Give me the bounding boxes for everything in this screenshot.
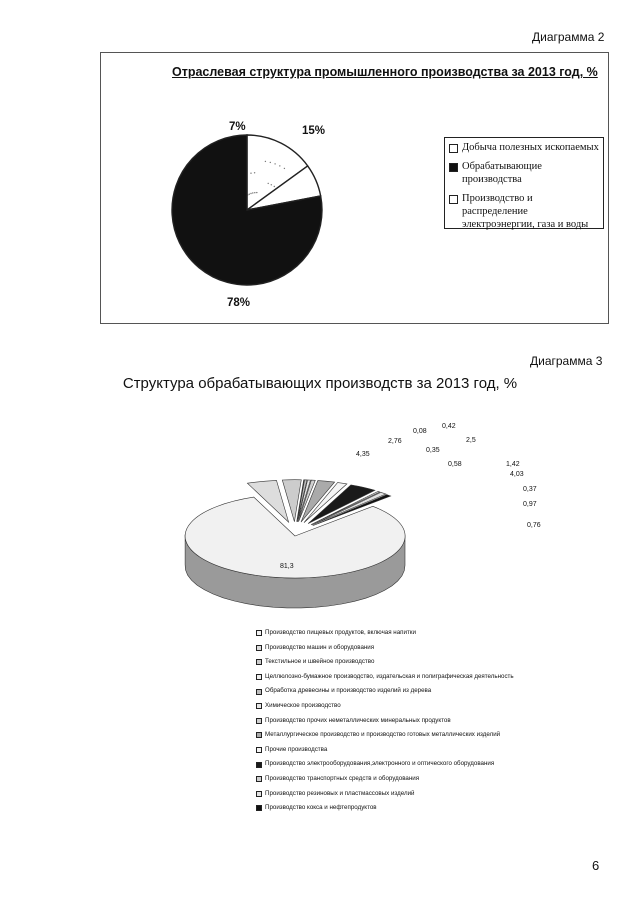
- legend-item: [256, 655, 514, 670]
- chart2-pie: [180, 420, 560, 620]
- legend-label: Добыча полезных ископаемых: [462, 142, 599, 153]
- legend-swatch: [256, 703, 262, 709]
- pie-label: 2,5: [466, 437, 476, 444]
- legend-swatch: [449, 163, 458, 172]
- legend-item: [256, 743, 514, 758]
- legend-label: Производство кокса и нефтепродуктов: [265, 804, 377, 812]
- scan-speck: [284, 168, 285, 169]
- pie-label: 0,35: [426, 447, 440, 454]
- legend-item: [256, 670, 514, 685]
- legend-item: [256, 641, 514, 656]
- chart1-title: Отраслевая структура промышленного производства за 2013 год, %: [172, 65, 598, 79]
- scan-speck: [250, 193, 251, 194]
- pie-label: 1,42: [506, 461, 520, 468]
- legend-swatch: [256, 689, 262, 695]
- pie-label: 0,42: [442, 423, 456, 430]
- pie-label: 4,35: [356, 451, 370, 458]
- legend-label: Металлургическое производство и производство готовых металлических изделий: [265, 731, 501, 739]
- pie-label: 15%: [302, 125, 326, 137]
- scan-speck: [254, 172, 255, 173]
- legend-label: Обрабатывающие производства: [462, 161, 542, 185]
- scan-speck: [252, 192, 253, 193]
- legend-swatch: [449, 195, 458, 204]
- pie-label: 7%: [229, 121, 246, 133]
- scan-speck: [249, 194, 250, 195]
- legend-item: [449, 160, 599, 186]
- legend-swatch: [256, 645, 262, 651]
- legend-label: Химическое производство: [265, 701, 341, 709]
- legend-swatch: [256, 805, 262, 811]
- legend-item: [256, 728, 514, 743]
- scan-speck: [270, 162, 271, 163]
- legend-label: Прочие производства: [265, 745, 328, 753]
- pie-label: 78%: [227, 297, 251, 309]
- legend-item: [256, 801, 514, 816]
- pie-label: 0,08: [413, 428, 427, 435]
- pie-label: 2,76: [388, 438, 402, 445]
- legend-item: [256, 772, 514, 787]
- scan-speck: [279, 165, 280, 166]
- chart2-legend: [256, 626, 514, 816]
- legend-label: Производство транспортных средств и оборудования: [265, 774, 420, 782]
- legend-item: [449, 192, 599, 231]
- scan-speck: [256, 192, 257, 193]
- legend-swatch: [256, 791, 262, 797]
- legend-label: Производство прочих неметаллических минеральных продуктов: [265, 716, 451, 724]
- pie-label: 0,76: [527, 522, 541, 529]
- scan-speck: [265, 161, 266, 162]
- legend-swatch: [449, 144, 458, 153]
- chart1-pie: [160, 110, 340, 310]
- pie-label: 0,97: [523, 501, 537, 508]
- pie-label: 0,58: [448, 461, 462, 468]
- chart1-caption: Диаграмма 2: [532, 30, 605, 44]
- legend-item: [449, 141, 599, 154]
- legend-item: [256, 699, 514, 714]
- legend-label: Производство резиновых и пластмассовых изделий: [265, 789, 415, 797]
- legend-item: [256, 787, 514, 802]
- legend-swatch: [256, 776, 262, 782]
- pie-label: 0,37: [523, 486, 537, 493]
- legend-item: [256, 626, 514, 641]
- pie-label: 4,03: [510, 471, 524, 478]
- legend-swatch: [256, 747, 262, 753]
- scan-speck: [254, 192, 255, 193]
- legend-swatch: [256, 718, 262, 724]
- legend-swatch: [256, 659, 262, 665]
- legend-swatch: [256, 630, 262, 636]
- pie-label: 81,3: [280, 563, 294, 570]
- scan-speck: [250, 173, 251, 174]
- legend-label: Производство электрооборудования,электронного и оптического оборудования: [265, 760, 495, 768]
- legend-label: Производство машин и оборудования: [265, 643, 375, 651]
- legend-item: [256, 757, 514, 772]
- legend-swatch: [256, 762, 262, 768]
- legend-swatch: [256, 674, 262, 680]
- legend-label: Текстильное и швейное производство: [265, 658, 375, 666]
- legend-item: [256, 684, 514, 699]
- legend-item: [256, 714, 514, 729]
- chart2-title: Структура обрабатывающих производств за 2013 год, %: [122, 375, 518, 392]
- scan-speck: [268, 183, 269, 184]
- legend-label: Производство и распределение электроэнергии, газа и воды: [462, 193, 589, 230]
- scan-speck: [271, 184, 272, 185]
- legend-label: Производство пищевых продуктов, включая напитки: [265, 629, 416, 636]
- legend-label: Обработка древесины и производство изделий из дерева: [265, 687, 432, 695]
- legend-swatch: [256, 732, 262, 738]
- scan-speck: [274, 186, 275, 187]
- chart2-caption: Диаграмма 3: [530, 354, 603, 368]
- legend-label: Целлюлозно-бумажное производство, издательская и полиграфическая деятельность: [265, 672, 514, 680]
- chart1-legend: [444, 137, 604, 229]
- page-number: 6: [592, 858, 600, 873]
- scan-speck: [274, 163, 275, 164]
